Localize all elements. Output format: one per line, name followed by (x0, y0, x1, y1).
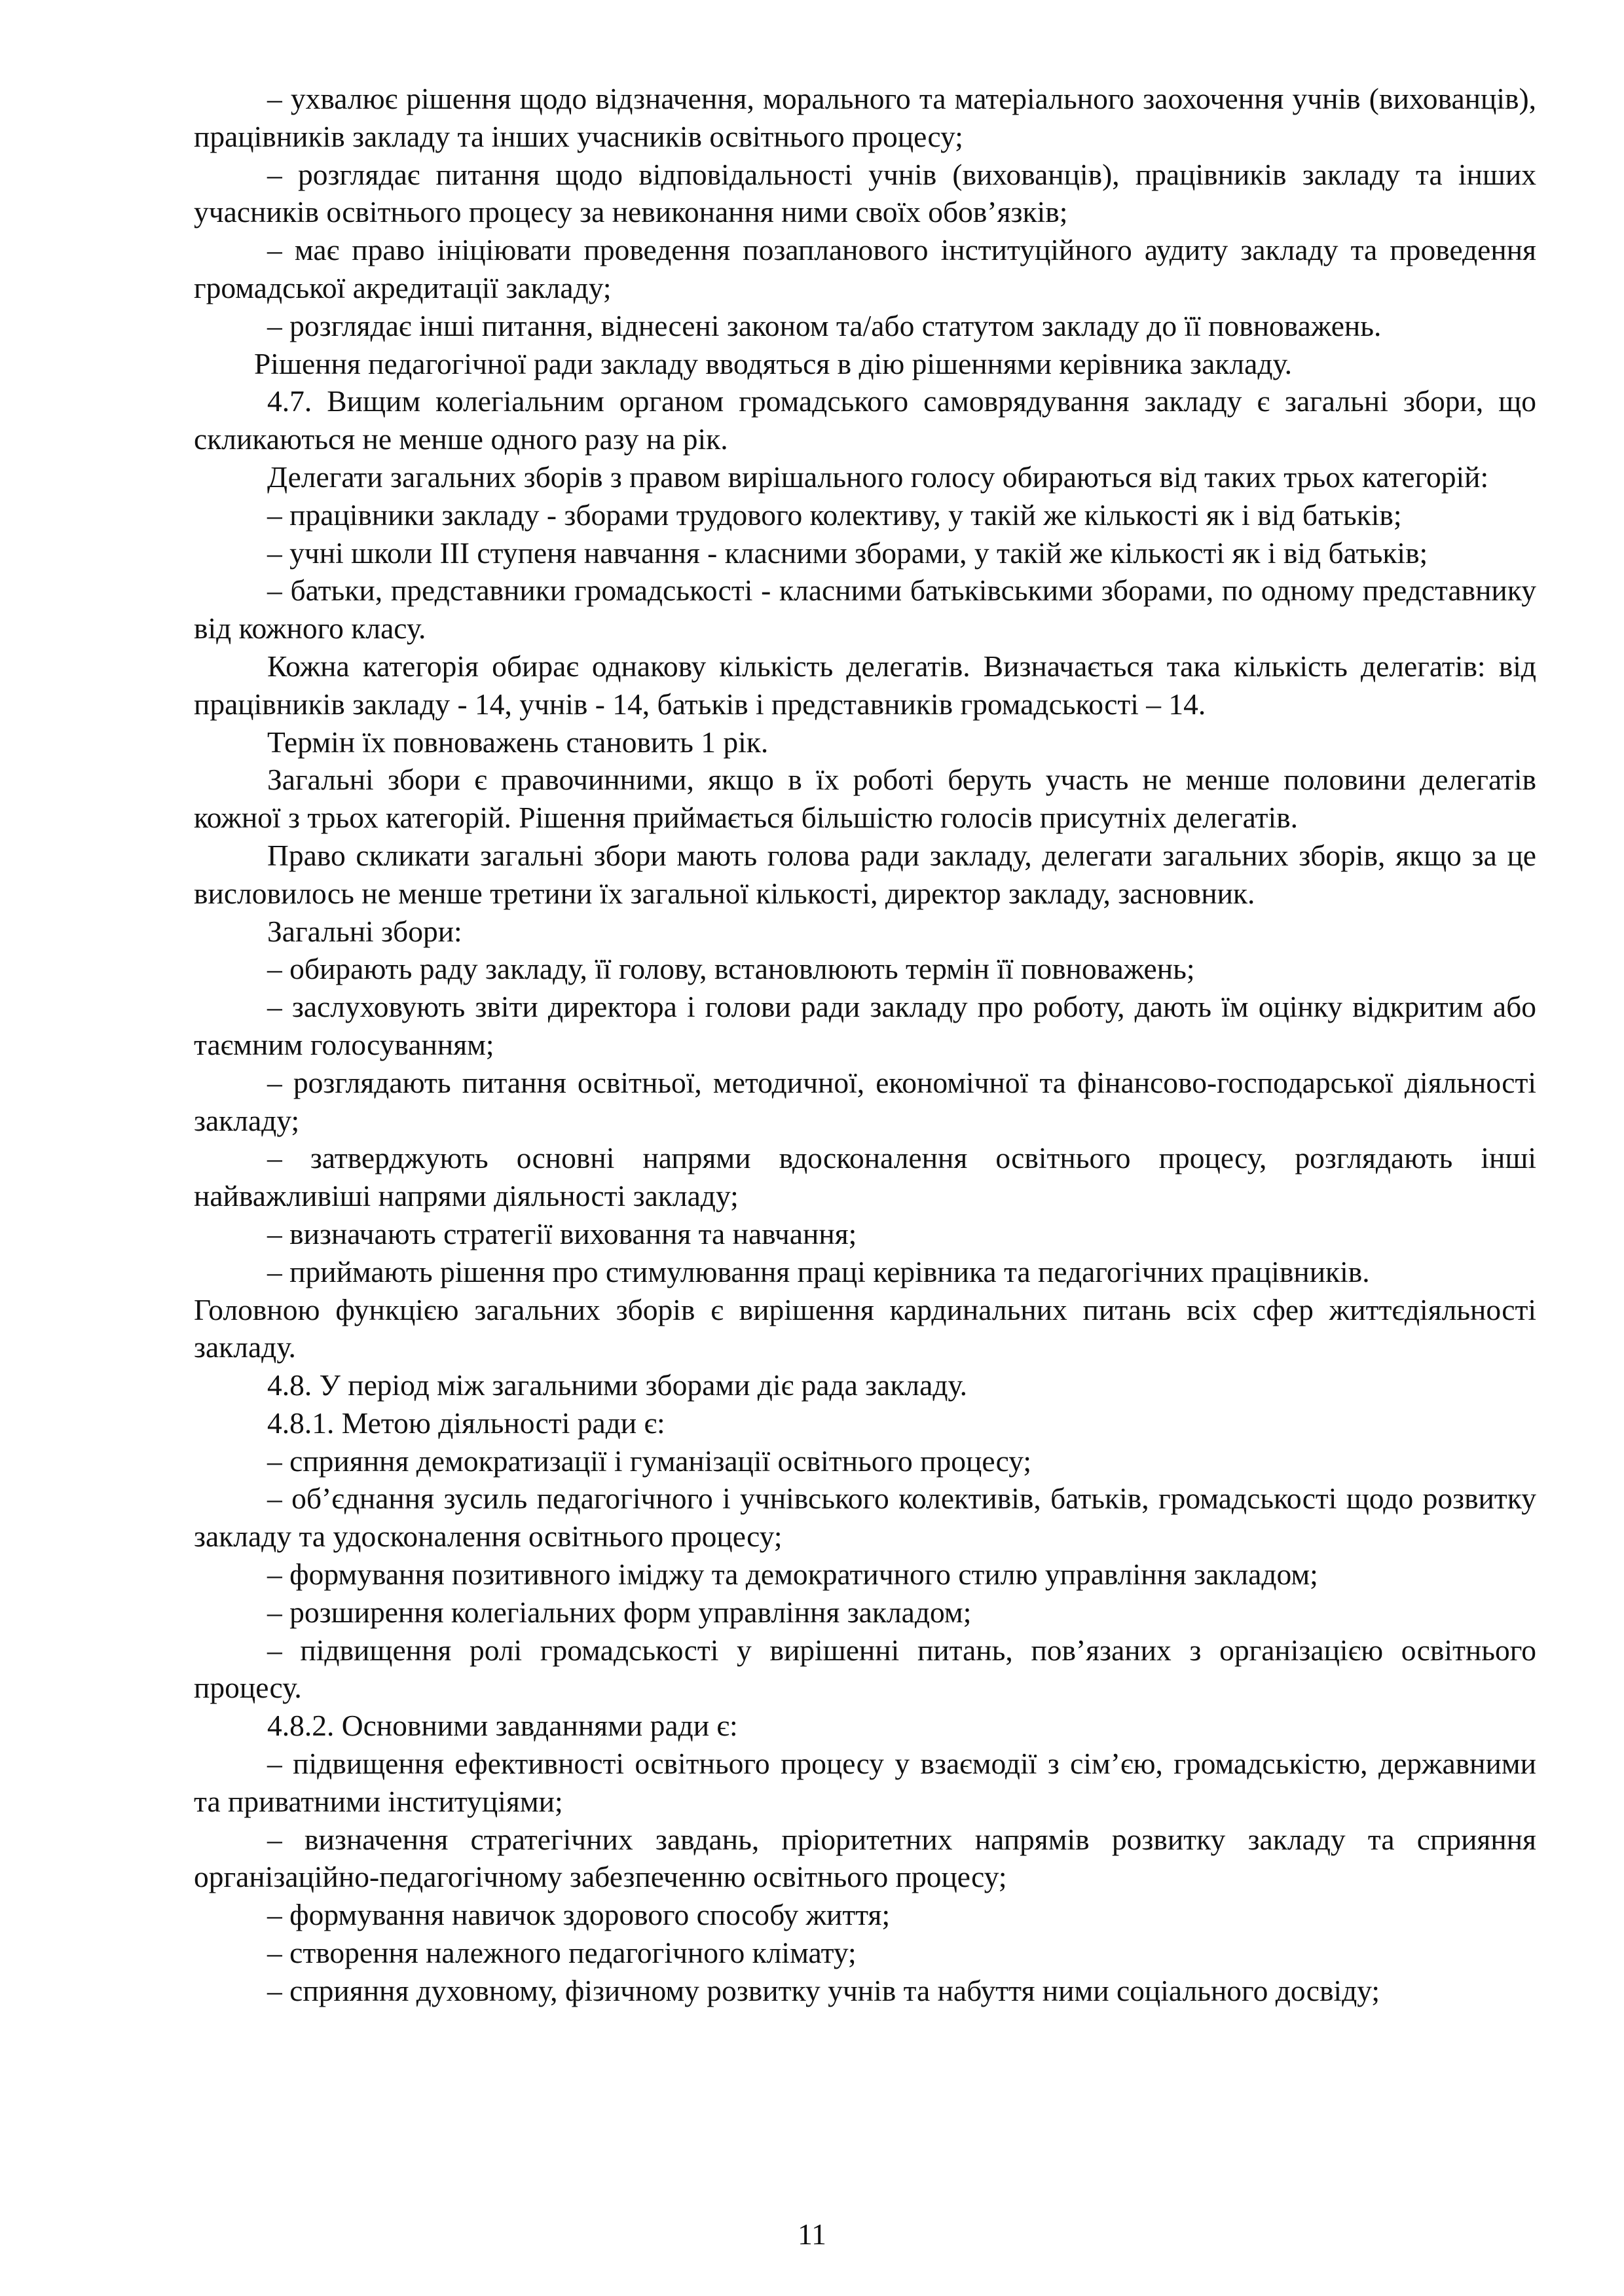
list-item: – сприяння демократизації і гуманізації освітнього процесу; (267, 1444, 1032, 1478)
section-paragraph: 4.8.2. Основними завданнями ради є: (267, 1709, 738, 1743)
list-item: – формування позитивного іміджу та демократичного стилю управління закладом; (267, 1558, 1318, 1592)
list-item: – учні школи ІІІ ступеня навчання - класними зборами, у такій же кількості як і від батьків; (267, 536, 1428, 570)
list-item: – створення належного педагогічного клімату; (267, 1936, 857, 1970)
list-item: – ухвалює рішення щодо відзначення, морального та матеріального заохочення учнів (вихованців), працівників закладу та інших учасників освітнього процесу; (194, 82, 1536, 153)
list-item: – затверджують основні напрями вдосконалення освітнього процесу, розглядають інші найважливіші напрями діяльності закладу; (194, 1141, 1536, 1213)
paragraph: Право скликати загальні збори мають голова ради закладу, делегати загальних зборів, якщо за це висловилось не менше третини їх загальної кількості, директор закладу, засновник. (194, 838, 1536, 910)
list-item: – приймають рішення про стимулювання праці керівника та педагогічних працівників. (267, 1254, 1370, 1288)
paragraph: Термін їх повноважень становить 1 рік. (267, 725, 769, 759)
list-item: – визначення стратегічних завдань, пріоритетних напрямів розвитку закладу та сприяння організаційно-педагогічному забезпеченню освітнього процесу; (194, 1822, 1536, 1894)
list-item: – об’єднання зусиль педагогічного і учнівського колективів, батьків, громадськості щодо розвитку закладу та удосконалення освітнього процесу; (194, 1482, 1536, 1554)
list-item: – формування навичок здорового способу життя; (267, 1898, 891, 1932)
paragraph: Кожна категорія обирає однакову кількість делегатів. Визначається така кількість делегатів: від працівників закладу - 14, учнів - 14, батьків і представників громадськості – 14. (194, 649, 1536, 721)
section-paragraph: 4.8.1. Метою діяльності ради є: (267, 1406, 665, 1440)
list-item: – розглядає питання щодо відповідальності учнів (вихованців), працівників закладу та інших учасників освітнього процесу за невиконання ними своїх обов’язків; (194, 157, 1536, 229)
page-number: 11 (798, 2217, 826, 2251)
list-item: – підвищення ефективності освітнього процесу у взаємодії з сім’єю, громадськістю, державними та приватними інституціями; (194, 1747, 1536, 1818)
list-item: – розглядають питання освітньої, методичної, економічної та фінансово-господарської діяльності закладу; (194, 1065, 1536, 1137)
list-item: – батьки, представники громадськості - класними батьківськими зборами, по одному представнику від кожного класу. (194, 574, 1536, 646)
paragraph: Загальні збори є правочинними, якщо в їх роботі беруть участь не менше половини делегатів кожної з трьох категорій. Рішення приймається більшістю голосів присутніх делегатів. (194, 763, 1536, 835)
document-page (194, 80, 1536, 2010)
paragraph: Делегати загальних зборів з правом вирішального голосу обираються від таких трьох категорій: (267, 460, 1489, 494)
list-item: – працівники закладу - зборами трудового колективу, у такій же кількості як і від батьків; (267, 498, 1402, 532)
paragraph: Головною функцією загальних зборів є вирішення кардинальних питань всіх сфер життєдіяльності закладу. (194, 1292, 1536, 1364)
list-item: – обирають раду закладу, її голову, встановлюють термін її повноважень; (267, 952, 1195, 986)
paragraph: Загальні збори: (267, 914, 462, 948)
list-item: – сприяння духовному, фізичному розвитку учнів та набуття ними соціального досвіду; (267, 1973, 1380, 2007)
list-item: – розширення колегіальних форм управління закладом; (267, 1595, 972, 1629)
list-item: – розглядає інші питання, віднесені законом та/або статутом закладу до її повноважень. (267, 308, 1382, 342)
section-paragraph: 4.8. У період між загальними зборами діє рада закладу. (267, 1368, 968, 1402)
list-item: – визначають стратегії виховання та навчання; (267, 1216, 857, 1250)
list-item: – має право ініціювати проведення позапланового інституційного аудиту закладу та проведення громадської акредитації закладу; (194, 233, 1536, 304)
section-paragraph: 4.7. Вищим колегіальним органом громадського самоврядування закладу є загальні збори, що скликаються не менше одного разу на рік. (194, 384, 1536, 456)
list-item: – заслуховують звіти директора і голови ради закладу про роботу, дають їм оцінку відкритим або таємним голосуванням; (194, 990, 1536, 1061)
list-item: – підвищення ролі громадськості у вирішенні питань, пов’язаних з організацією освітнього процесу. (194, 1633, 1536, 1705)
paragraph: Рішення педагогічної ради закладу вводяться в дію рішеннями керівника закладу. (254, 346, 1293, 380)
